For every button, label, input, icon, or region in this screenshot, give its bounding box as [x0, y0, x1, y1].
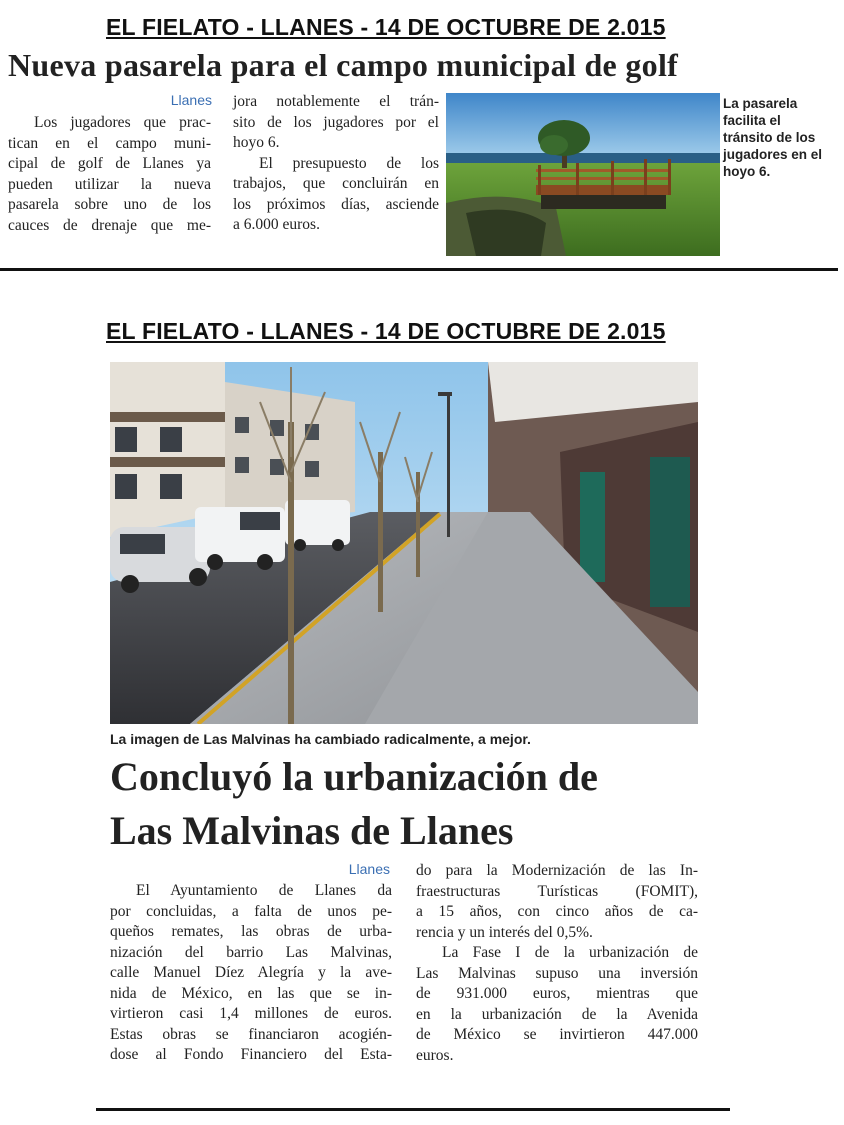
clip2-column-2: [416, 861, 698, 1066]
text-line: de 931.000 euros, mientras que: [416, 985, 698, 1002]
divider-rule: [96, 1108, 730, 1111]
text-line: Estas obras se financiaron acogién-: [110, 1025, 392, 1043]
text-line: pasarela sobre uno de los: [8, 196, 211, 213]
text-line: hoyo 6.: [233, 134, 280, 151]
headline-line: Las Malvinas de Llanes: [110, 808, 514, 853]
text-line: cipal de golf de Llanes ya: [8, 155, 211, 172]
text-line: los próximos días, asciende: [233, 195, 439, 213]
divider-rule: [0, 268, 838, 271]
clip1-byline: Llanes: [170, 92, 212, 108]
text-line: nización del barrio Las Malvinas,: [110, 943, 392, 961]
text-line: pueden utilizar la nueva: [8, 175, 211, 193]
text-line: euros.: [416, 1046, 454, 1064]
street-photo: [110, 362, 698, 724]
text-line: fraestructuras Turísticas (FOMIT),: [416, 882, 698, 900]
text-line: calle Manuel Díez Alegría y la ave-: [110, 964, 392, 981]
text-line: trabajos, que concluirán en: [233, 175, 439, 192]
text-line: El Ayuntamiento de Llanes da: [136, 882, 392, 899]
text-line: cauces de drenaje que me-: [8, 216, 211, 234]
clip2-header: EL FIELATO - LLANES - 14 DE OCTUBRE DE 2.015: [106, 318, 666, 344]
text-line: Los jugadores que prac-: [34, 114, 211, 131]
clip2-headline: [110, 750, 598, 858]
headline-line: Concluyó la urbanización de: [110, 754, 598, 799]
text-line: queños remates, las obras de urba-: [110, 923, 392, 940]
clip1-caption: [723, 95, 841, 180]
caption-line: tránsito de los: [723, 130, 816, 145]
clip1-header: EL FIELATO - LLANES - 14 DE OCTUBRE DE 2.015: [106, 14, 666, 40]
text-line: en la urbanización de la Avenida: [416, 1005, 698, 1023]
text-line: jora notablemente el trán-: [233, 93, 439, 110]
clip1-column-1: [8, 113, 211, 236]
text-line: por concluidas, a falta de unos pe-: [110, 902, 392, 920]
clip1-headline: Nueva pasarela para el campo municipal de golf: [8, 47, 679, 83]
caption-line: La pasarela: [723, 96, 798, 111]
text-line: tican en el campo muni-: [8, 134, 211, 152]
text-line: nida de México, en las que se in-: [110, 984, 392, 1002]
clip2-byline: Llanes: [348, 861, 390, 877]
clip2-photo-caption: La imagen de Las Malvinas ha cambiado radicalmente, a mejor.: [110, 731, 531, 747]
text-line: La Fase I de la urbanización de: [442, 944, 698, 961]
text-line: El presupuesto de los: [259, 154, 439, 172]
clip1-column-2: [233, 92, 439, 236]
text-line: rencia y un interés del 0,5%.: [416, 923, 593, 941]
text-line: sito de los jugadores por el: [233, 113, 439, 131]
golf-bridge-photo: [446, 93, 720, 256]
caption-line: facilita el: [723, 113, 781, 128]
caption-line: hoyo 6.: [723, 164, 771, 179]
text-line: do para la Modernización de las In-: [416, 862, 698, 879]
text-line: de México se invirtieron 447.000: [416, 1026, 698, 1043]
clip2-column-1: [110, 881, 392, 1066]
caption-line: jugadores en el: [723, 147, 823, 162]
text-line: a 6.000 euros.: [233, 216, 320, 233]
text-line: a 15 años, con cinco años de ca-: [416, 903, 698, 920]
text-line: virtieron casi 1,4 millones de euros.: [110, 1005, 392, 1022]
text-line: Las Malvinas supuso una inversión: [416, 964, 698, 982]
text-line: dose al Fondo Financiero del Esta-: [110, 1046, 392, 1063]
